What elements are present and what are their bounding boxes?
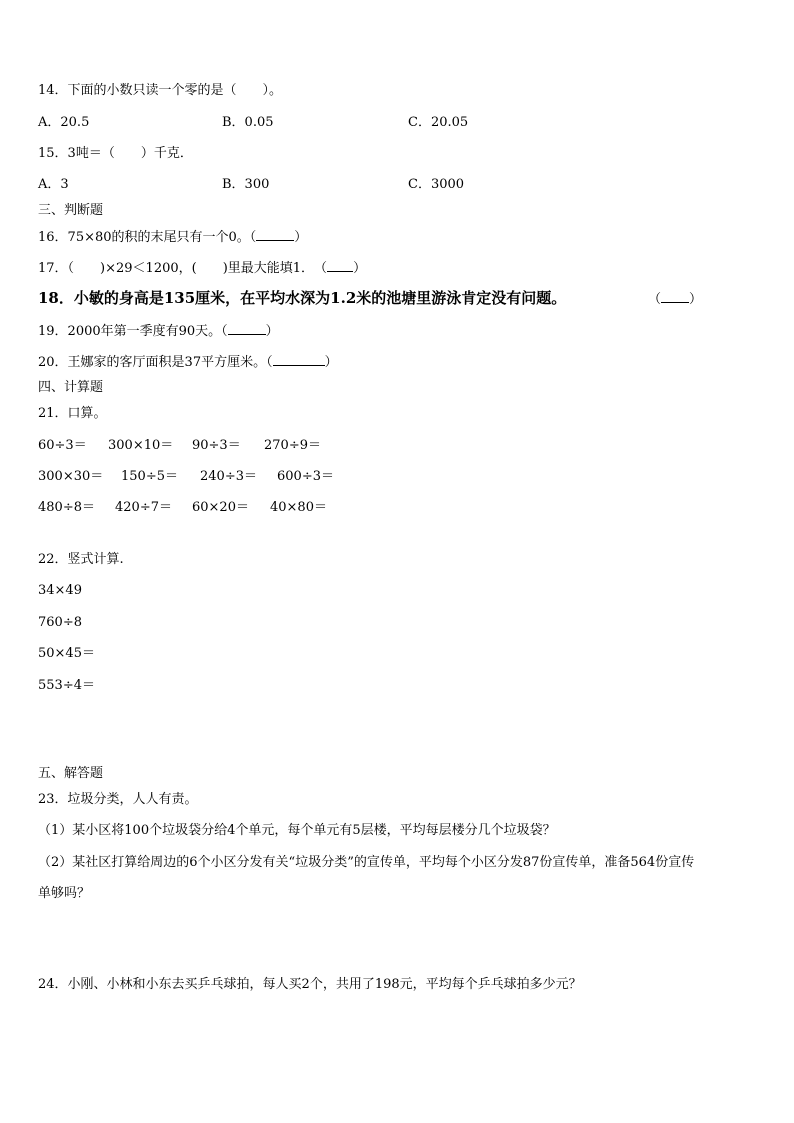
q17-stem: 17．（ )×29＜1200，( )里最大能填1． （: [38, 261, 328, 276]
q21-cell: 60÷3＝: [38, 438, 87, 453]
q23-part1: （1）某小区将100个垃圾袋分给4个单元，每个单元有5层楼，平均每层楼分几个垃圾袋？: [38, 823, 556, 838]
q18-stem: 18．小敏的身高是135厘米，在平均水深为1.2米的池塘里游泳肯定没有问题。: [38, 289, 567, 307]
q16: [38, 228, 307, 247]
q22-stem: 22．竖式计算.: [38, 552, 124, 567]
q20-close: ）: [324, 355, 338, 370]
q23-part2-cont: 单够吗？: [38, 886, 91, 901]
q21-cell: 300×30＝: [38, 469, 104, 484]
q21-cell: 150÷5＝: [121, 469, 178, 484]
q19-blank: [228, 322, 266, 335]
q23-part2: （2）某社区打算给周边的6个小区分发有关“垃圾分类”的宣传单，平均每个小区分发87份宣传单，准备564份宣传: [38, 855, 695, 870]
q22-item: 760÷8: [38, 615, 82, 630]
q19: [38, 322, 279, 341]
q20-blank: [273, 353, 325, 366]
q15-option-a: A．3: [38, 177, 69, 192]
q15-option-b: B．300: [222, 177, 270, 192]
q22-item: 50×45＝: [38, 646, 95, 661]
q21-cell: 40×80＝: [270, 500, 327, 515]
q22-item: 34×49: [38, 583, 82, 598]
section-3-heading: 三、判断题: [38, 203, 104, 218]
q18: [38, 289, 566, 307]
q19-close: ）: [265, 324, 279, 339]
q15-option-c: C．3000: [408, 177, 465, 192]
q21-cell: 300×10＝: [108, 438, 174, 453]
q21-stem: 21．口算。: [38, 406, 107, 421]
q21-cell: 240÷3＝: [200, 469, 257, 484]
q14-option-a: A．20.5: [38, 115, 90, 130]
q18-open: （: [648, 292, 662, 307]
q21-cell: 60×20＝: [192, 500, 249, 515]
q18-answer: [648, 290, 702, 309]
q16-stem: 16．75×80的积的末尾只有一个0。（: [38, 230, 257, 245]
q20: [38, 353, 338, 372]
q21-cell: 600÷3＝: [277, 469, 334, 484]
q15-stem: 15．3吨＝（ ）千克．: [38, 146, 193, 161]
section-5-heading: 五、解答题: [38, 766, 104, 781]
q24-stem: 24．小刚、小林和小东去买乒乓球拍，每人买2个，共用了198元，平均每个乒乓球拍多少元？: [38, 977, 582, 992]
q18-close: ）: [689, 292, 703, 307]
q14-option-b: B．0.05: [222, 115, 274, 130]
q21-cell: 270÷9＝: [264, 438, 321, 453]
q19-stem: 19．2000年第一季度有90天。（: [38, 324, 228, 339]
q21-cell: 420÷7＝: [115, 500, 172, 515]
q14-option-c: C．20.05: [408, 115, 469, 130]
q17-close: ）: [353, 261, 367, 276]
q21-cell: 480÷8＝: [38, 500, 95, 515]
q18-blank: [661, 290, 689, 303]
q21-cell: 90÷3＝: [192, 438, 241, 453]
q23-stem: 23．垃圾分类，人人有责。: [38, 792, 198, 807]
q17-blank: [327, 259, 353, 272]
q14-stem: 14．下面的小数只读一个零的是（ ）。: [38, 83, 283, 98]
q22-item: 553÷4＝: [38, 678, 95, 693]
section-4-heading: 四、计算题: [38, 380, 104, 395]
q16-blank: [256, 228, 294, 241]
q17: [38, 259, 366, 278]
q16-close: ）: [294, 230, 308, 245]
q20-stem: 20．王娜家的客厅面积是37平方厘米。（: [38, 355, 273, 370]
